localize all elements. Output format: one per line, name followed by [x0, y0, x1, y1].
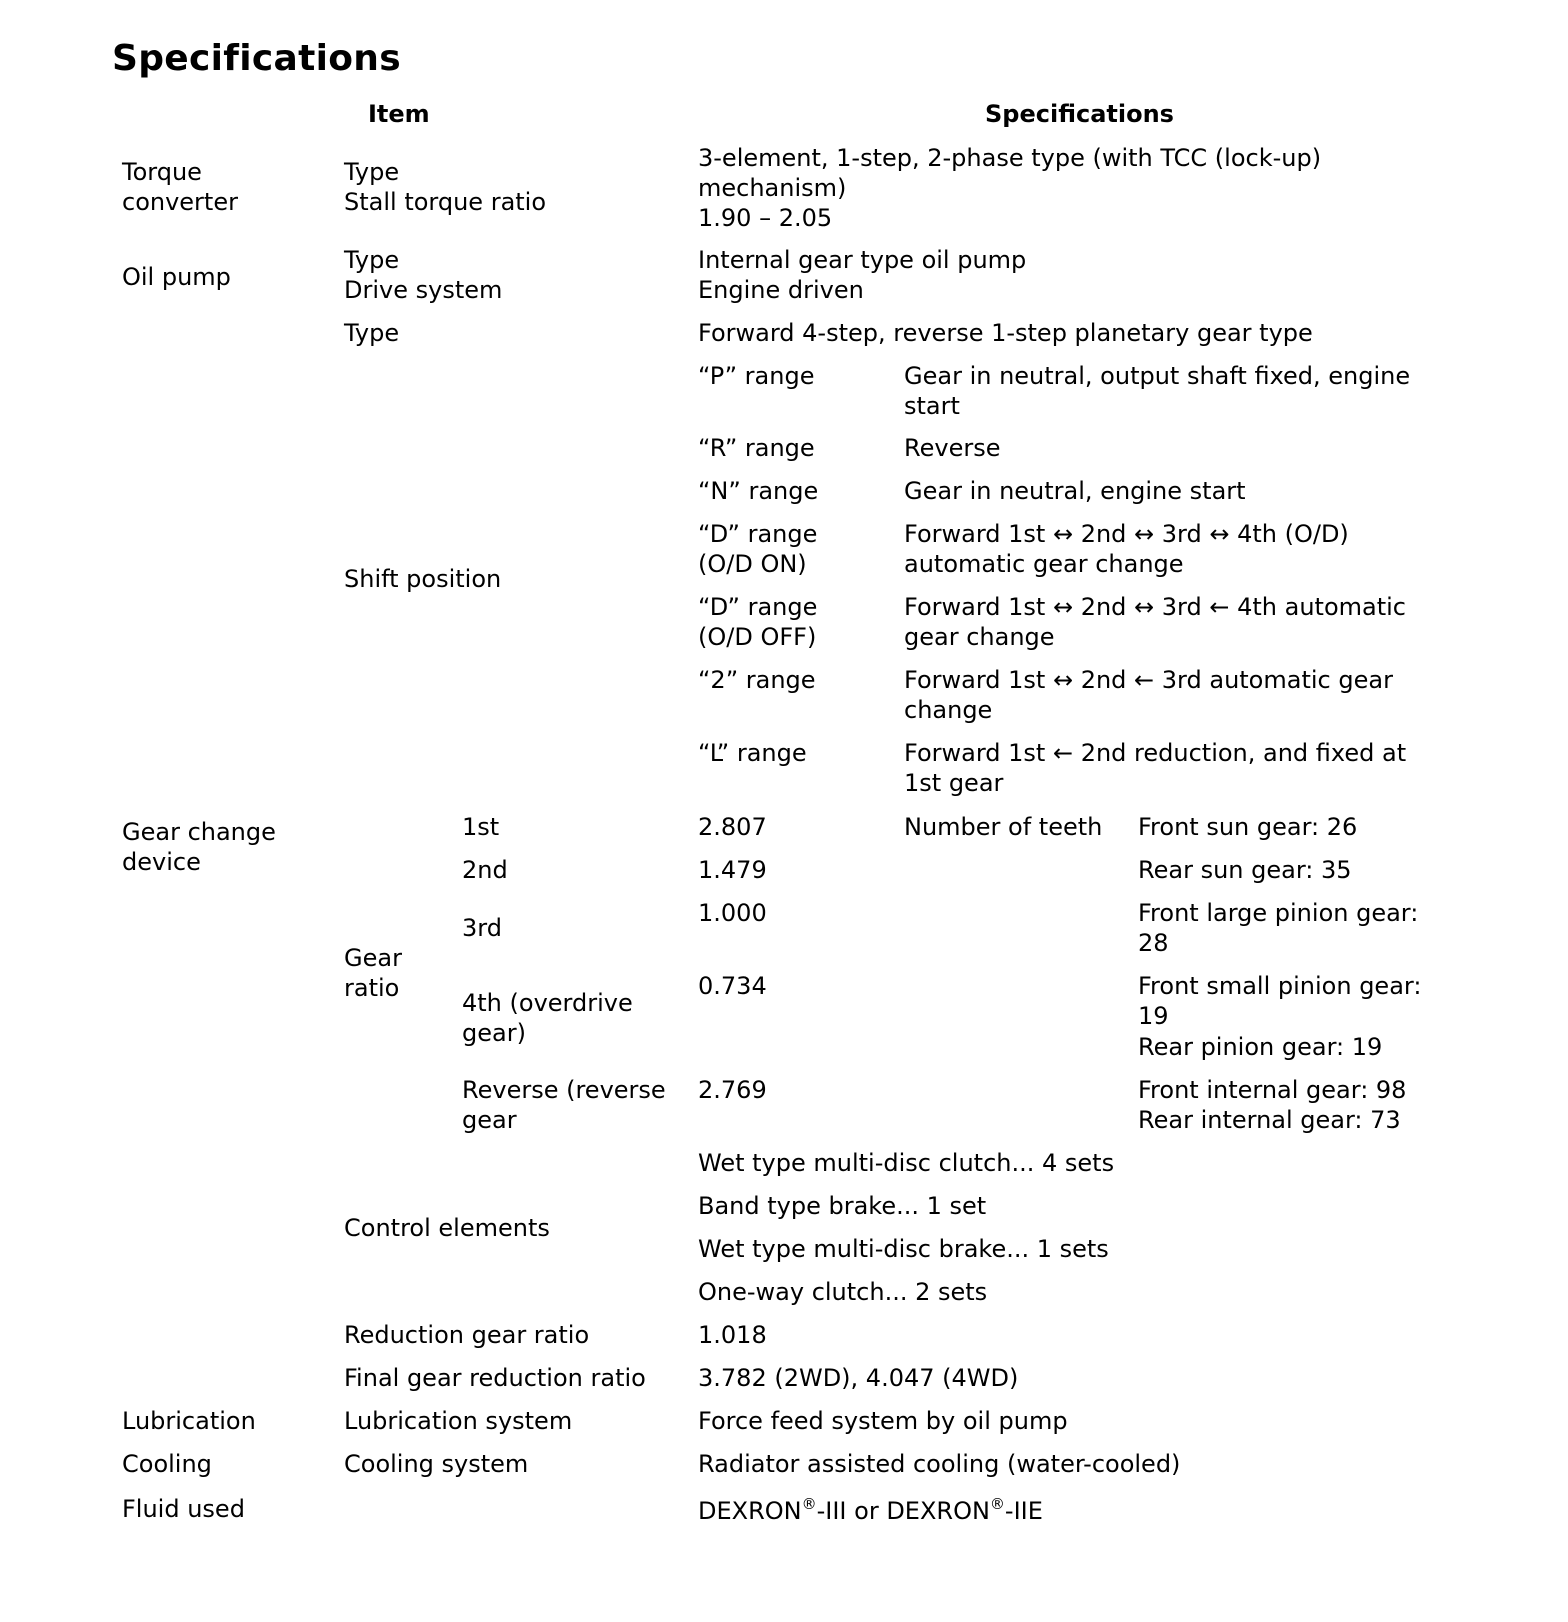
- item-label: Shift position: [344, 565, 502, 593]
- registered-trademark-icon: ®: [801, 1495, 817, 1513]
- spec-value: Forward 4-step, reverse 1-step planetary gear type: [698, 319, 1313, 347]
- spec-value: 1.90 – 2.05: [698, 204, 833, 232]
- category-label: Cooling: [122, 1450, 212, 1478]
- shift-description: Forward 1st ↔ 2nd ← 3rd automatic gear: [904, 666, 1393, 694]
- spec-value: 3-element, 1-step, 2-phase type (with TCC (lock-up): [698, 144, 1322, 172]
- shift-description: gear change: [904, 623, 1055, 651]
- spec-value: Engine driven: [698, 276, 864, 304]
- item-label: ratio: [344, 974, 400, 1002]
- spec-value: [698, 1496, 1043, 1526]
- gear-name: 4th (overdrive: [462, 989, 633, 1017]
- teeth-value: Rear internal gear: 73: [1138, 1106, 1401, 1134]
- gear-name: 3rd: [462, 914, 502, 942]
- shift-description: Forward 1st ← 2nd reduction, and fixed at: [904, 739, 1407, 767]
- gear-ratio-value: 1.000: [698, 899, 767, 927]
- spec-value: Force feed system by oil pump: [698, 1407, 1068, 1435]
- shift-range: “P” range: [698, 362, 815, 390]
- gear-ratio-value: 2.807: [698, 813, 767, 841]
- registered-trademark-icon: ®: [989, 1495, 1005, 1513]
- gear-ratio-value: 1.479: [698, 856, 767, 884]
- control-element: Wet type multi-disc clutch... 4 sets: [698, 1149, 1115, 1177]
- shift-range: “D” range: [698, 520, 818, 548]
- item-label: Final gear reduction ratio: [344, 1364, 646, 1392]
- shift-range: “2” range: [698, 666, 816, 694]
- category-label: Lubrication: [122, 1407, 256, 1435]
- teeth-value: 28: [1138, 929, 1169, 957]
- item-label: Type: [344, 158, 400, 186]
- gear-ratio-value: 2.769: [698, 1076, 767, 1104]
- teeth-label: Number of teeth: [904, 813, 1103, 841]
- gear-name: gear): [462, 1019, 526, 1047]
- shift-description: Gear in neutral, output shaft fixed, engine: [904, 362, 1411, 390]
- fluid-name-part: -III or DEXRON: [816, 1497, 990, 1525]
- shift-range: (O/D ON): [698, 550, 807, 578]
- teeth-value: Rear pinion gear: 19: [1138, 1033, 1383, 1061]
- spec-value: 1.018: [698, 1321, 767, 1349]
- item-label: Gear: [344, 944, 402, 972]
- shift-description: start: [904, 392, 960, 420]
- shift-range: “L” range: [698, 739, 807, 767]
- gear-name: Reverse (reverse: [462, 1076, 666, 1104]
- shift-description: automatic gear change: [904, 550, 1184, 578]
- item-label: Type: [344, 319, 400, 347]
- control-element: One-way clutch... 2 sets: [698, 1278, 988, 1306]
- item-label: Drive system: [344, 276, 503, 304]
- category-label: Gear change: [122, 818, 276, 846]
- shift-description: Forward 1st ↔ 2nd ↔ 3rd ← 4th automatic: [904, 593, 1406, 621]
- teeth-value: Front sun gear: 26: [1138, 813, 1358, 841]
- gear-name: 2nd: [462, 856, 508, 884]
- teeth-value: 19: [1138, 1002, 1169, 1030]
- teeth-value: Front internal gear: 98: [1138, 1076, 1407, 1104]
- control-element: Band type brake... 1 set: [698, 1192, 987, 1220]
- page-title: Specifications: [112, 38, 401, 79]
- spec-value: mechanism): [698, 174, 847, 202]
- gear-ratio-value: 0.734: [698, 972, 767, 1000]
- spec-value: Radiator assisted cooling (water-cooled): [698, 1450, 1181, 1478]
- category-label: Oil pump: [122, 263, 231, 291]
- item-label: Cooling system: [344, 1450, 529, 1478]
- shift-description: Reverse: [904, 434, 1001, 462]
- fluid-name-part: DEXRON: [698, 1497, 802, 1525]
- item-label: Reduction gear ratio: [344, 1321, 590, 1349]
- shift-range: “D” range: [698, 593, 818, 621]
- shift-description: Gear in neutral, engine start: [904, 477, 1246, 505]
- category-label: converter: [122, 188, 238, 216]
- item-label: Lubrication system: [344, 1407, 573, 1435]
- shift-range: (O/D OFF): [698, 623, 817, 651]
- column-header-specifications: Specifications: [985, 100, 1174, 128]
- item-label: Type: [344, 246, 400, 274]
- gear-name: 1st: [462, 813, 500, 841]
- shift-description: Forward 1st ↔ 2nd ↔ 3rd ↔ 4th (O/D): [904, 520, 1349, 548]
- column-header-item: Item: [368, 100, 430, 128]
- spec-value: Internal gear type oil pump: [698, 246, 1027, 274]
- shift-description: 1st gear: [904, 769, 1004, 797]
- control-element: Wet type multi-disc brake... 1 sets: [698, 1235, 1109, 1263]
- shift-description: change: [904, 696, 993, 724]
- shift-range: “N” range: [698, 477, 819, 505]
- gear-name: gear: [462, 1106, 517, 1134]
- category-label: device: [122, 848, 201, 876]
- item-label: Stall torque ratio: [344, 188, 547, 216]
- teeth-value: Rear sun gear: 35: [1138, 856, 1352, 884]
- fluid-name-part: -IIE: [1004, 1497, 1043, 1525]
- category-label: Fluid used: [122, 1495, 245, 1523]
- shift-range: “R” range: [698, 434, 815, 462]
- spec-value: 3.782 (2WD), 4.047 (4WD): [698, 1364, 1019, 1392]
- item-label: Control elements: [344, 1214, 550, 1242]
- teeth-value: Front large pinion gear:: [1138, 899, 1419, 927]
- category-label: Torque: [122, 158, 202, 186]
- teeth-value: Front small pinion gear:: [1138, 972, 1422, 1000]
